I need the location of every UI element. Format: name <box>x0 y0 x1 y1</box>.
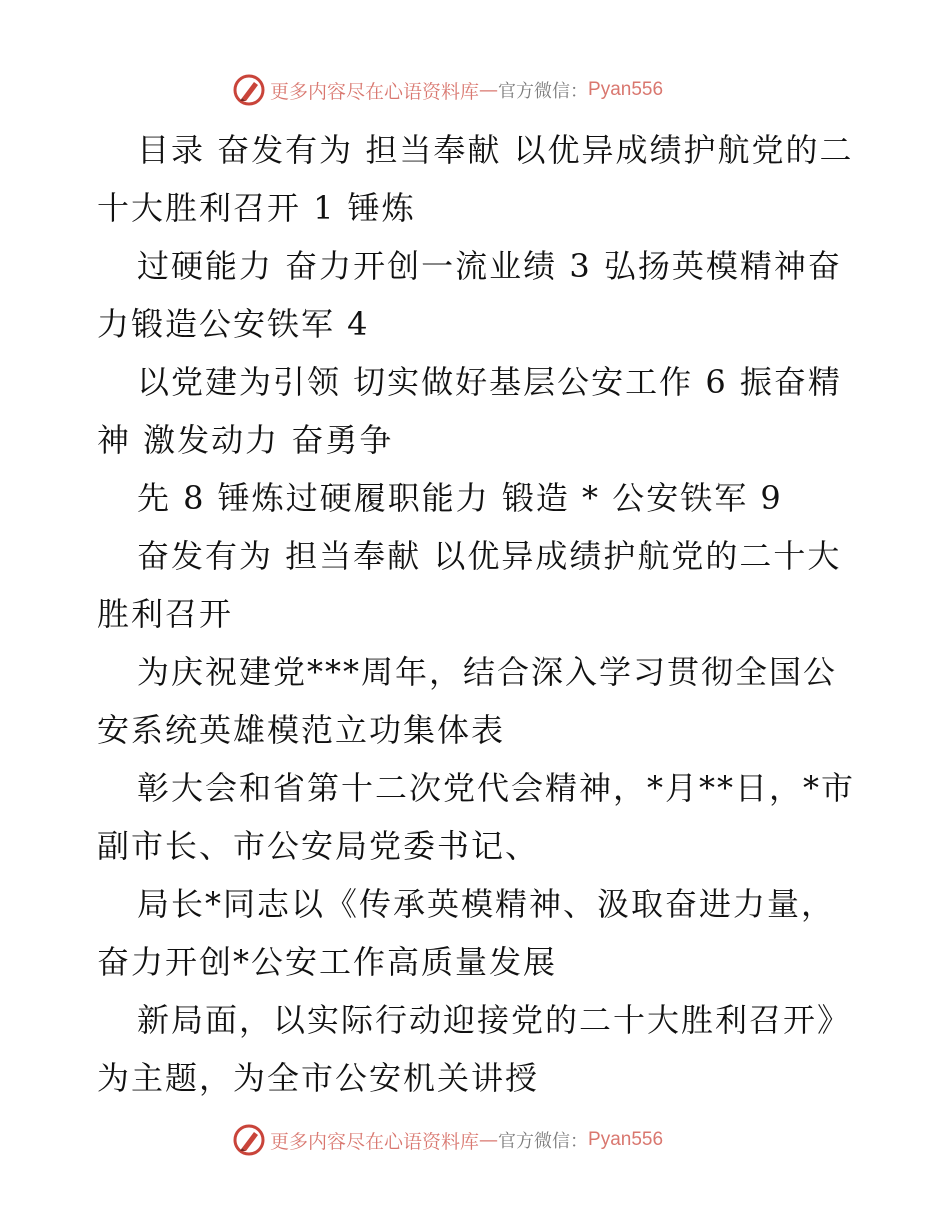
header-separator: — <box>479 79 499 101</box>
pen-circle-logo-icon <box>232 1123 266 1157</box>
paragraph-9: 新局面，以实际行动迎接党的二十大胜利召开》为主题，为全市公安机关讲授 <box>97 1001 852 1097</box>
paragraph-5: 奋发有为 担当奉献 以优异成绩护航党的二十大胜利召开 <box>97 537 842 633</box>
document-body <box>97 121 857 1107</box>
pen-circle-logo-icon <box>232 73 266 107</box>
paragraph-6: 为庆祝建党***周年，结合深入学习贯彻全国公安系统英雄模范立功集体表 <box>97 653 838 749</box>
header-banner <box>232 72 712 108</box>
footer-official-label: 官方微信： <box>498 1131 589 1152</box>
paragraph-3: 以党建为引领 切实做好基层公安工作 6 振奋精神 激发动力 奋勇争 <box>97 363 842 459</box>
header-official-label: 官方微信： <box>498 81 589 102</box>
header-brand-text: 更多内容尽在心语资料库 <box>270 80 480 103</box>
footer-separator: — <box>479 1129 499 1151</box>
footer-brand-text: 更多内容尽在心语资料库 <box>270 1130 480 1153</box>
paragraph-1: 目录 奋发有为 担当奉献 以优异成绩护航党的二十大胜利召开 1 锤炼 <box>97 131 854 227</box>
paragraph-7: 彰大会和省第十二次党代会精神，*月**日，*市副市长、市公安局党委书记、 <box>97 769 856 865</box>
footer-wechat-id: Pyan556 <box>588 1129 664 1150</box>
footer-banner <box>232 1122 712 1158</box>
paragraph-2: 过硬能力 奋力开创一流业绩 3 弘扬英模精神奋力锻造公安铁军 4 <box>97 247 842 343</box>
header-wechat-id: Pyan556 <box>588 79 664 100</box>
paragraph-8: 局长*同志以《传承英模精神、汲取奋进力量，奋力开创*公安工作高质量发展 <box>97 885 836 981</box>
paragraph-4: 先 8 锤炼过硬履职能力 锻造 * 公安铁军 9 <box>137 479 783 517</box>
